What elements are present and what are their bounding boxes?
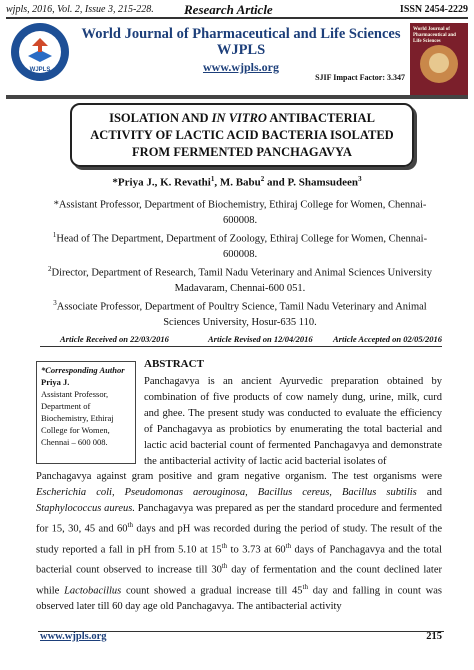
affiliation: *Assistant Professor, Department of Biochemistry, Ethiraj College for Women, Chennai-600008. [53,199,427,226]
corresponding-heading: *Corresponding Author [41,365,125,375]
affiliation: $^1$Head of The Department, Department of Zoology, Ethiraj College for Women, Chennai-600008. [52,231,428,260]
header-rule [6,17,468,19]
journal-name: World Journal of Pharmaceutical and Life Sciences [81,26,401,42]
page-number: 215 [426,631,442,642]
issn: ISSN 2454-2229 [399,4,468,15]
date-received: Article Received on 22/03/2016 [60,334,169,344]
dates-rule [40,346,442,347]
article-type: Research Article [184,2,273,17]
citation: wjpls, 2016, Vol. 2, Issue 3, 215-228. [6,4,154,15]
logo-text: WJPLS [29,67,51,73]
affiliation: $^3$Associate Professor, Department of Poultry Science, Tamil Nadu Veterinary and Animal Sciences University, Hosur-635 110. [53,299,427,328]
author-list: *Priya J., K. Revathi$^1$, M. Babu$^2$ and P. Shamsudeen$^3$ [112,175,362,189]
cover-text: World Journal of Pharmaceutical and Life Sciences [413,27,456,44]
journal-logo [10,22,70,82]
author: M. Babu [219,176,261,189]
author: K. Revathi [160,176,211,189]
journal-cover-image [410,23,468,95]
journal-abbrev: WJPLS [216,42,266,58]
impact-factor: SJIF Impact Factor: 3.347 [315,73,405,82]
date-revised: Article Revised on 12/04/2016 [208,334,313,344]
date-accepted: Article Accepted on 02/05/2016 [333,334,442,344]
section-divider [6,95,468,99]
affiliation: $^2$Director, Department of Research, Tamil Nadu Veterinary and Animal Sciences University Madavaram, Chennai-600 051. [48,265,432,294]
journal-url-link[interactable]: www.wjpls.org [202,60,279,74]
corresponding-name: Priya J. [41,377,70,387]
running-header [6,3,468,17]
journal-title [75,26,407,58]
author: *Priya J. [112,176,155,189]
corresponding-author-box: *Corresponding Author Priya J. Assistant Professor, Department of Biochemistry, Ethiraj College for Women, Chennai – 600 008. [36,361,136,464]
author: P. Shamsudeen [287,176,359,189]
abstract-paragraph-top: Panchagavya is an ancient Ayurvedic preparation obtained by combination of five products of cow namely dung, urine, milk, curd and ghee. The present study was conducted to evaluate the efficiency of Panchagavya as probiotics by enumerating the total bacterial and lactic acid bacterial count of fermented Panchagavya and demonstrate the antibacterial activity of lactic acid bacterial isolates of [144,376,442,467]
abstract-paragraph: Panchagavya against gram positive and gram negative organism. The test organisms were Escherichia coli, Pseudomonas aerouginosa, Bacillus cereus, Bacillus subtilis and Staphylococcus aureus. Panchagavya was prepared as per the standard procedure and fermented for 15, 30, 45 and 60th days and pH was recorded during the period of study. The result of the study reported a fall in pH from 5.10 at 15th to 3.73 at 60th days of Panchagavya and the total bacterial count observed to increase till 30th day of fermentation and the count declined later while Lactobacillus count showed a gradual increase till 45th day and falling in count was observed later till 60 day age old Panchagavya. The antibacterial activity [36,471,443,612]
paper-title: ISOLATION AND IN VITRO ANTIBACTERIAL ACTIVITY OF LACTIC ACID BACTERIA ISOLATED FROM FERMENTED PANCHAGAVYA [90,111,394,159]
footer-url-link[interactable]: www.wjpls.org [40,631,107,642]
abstract-heading: ABSTRACT [144,358,204,370]
